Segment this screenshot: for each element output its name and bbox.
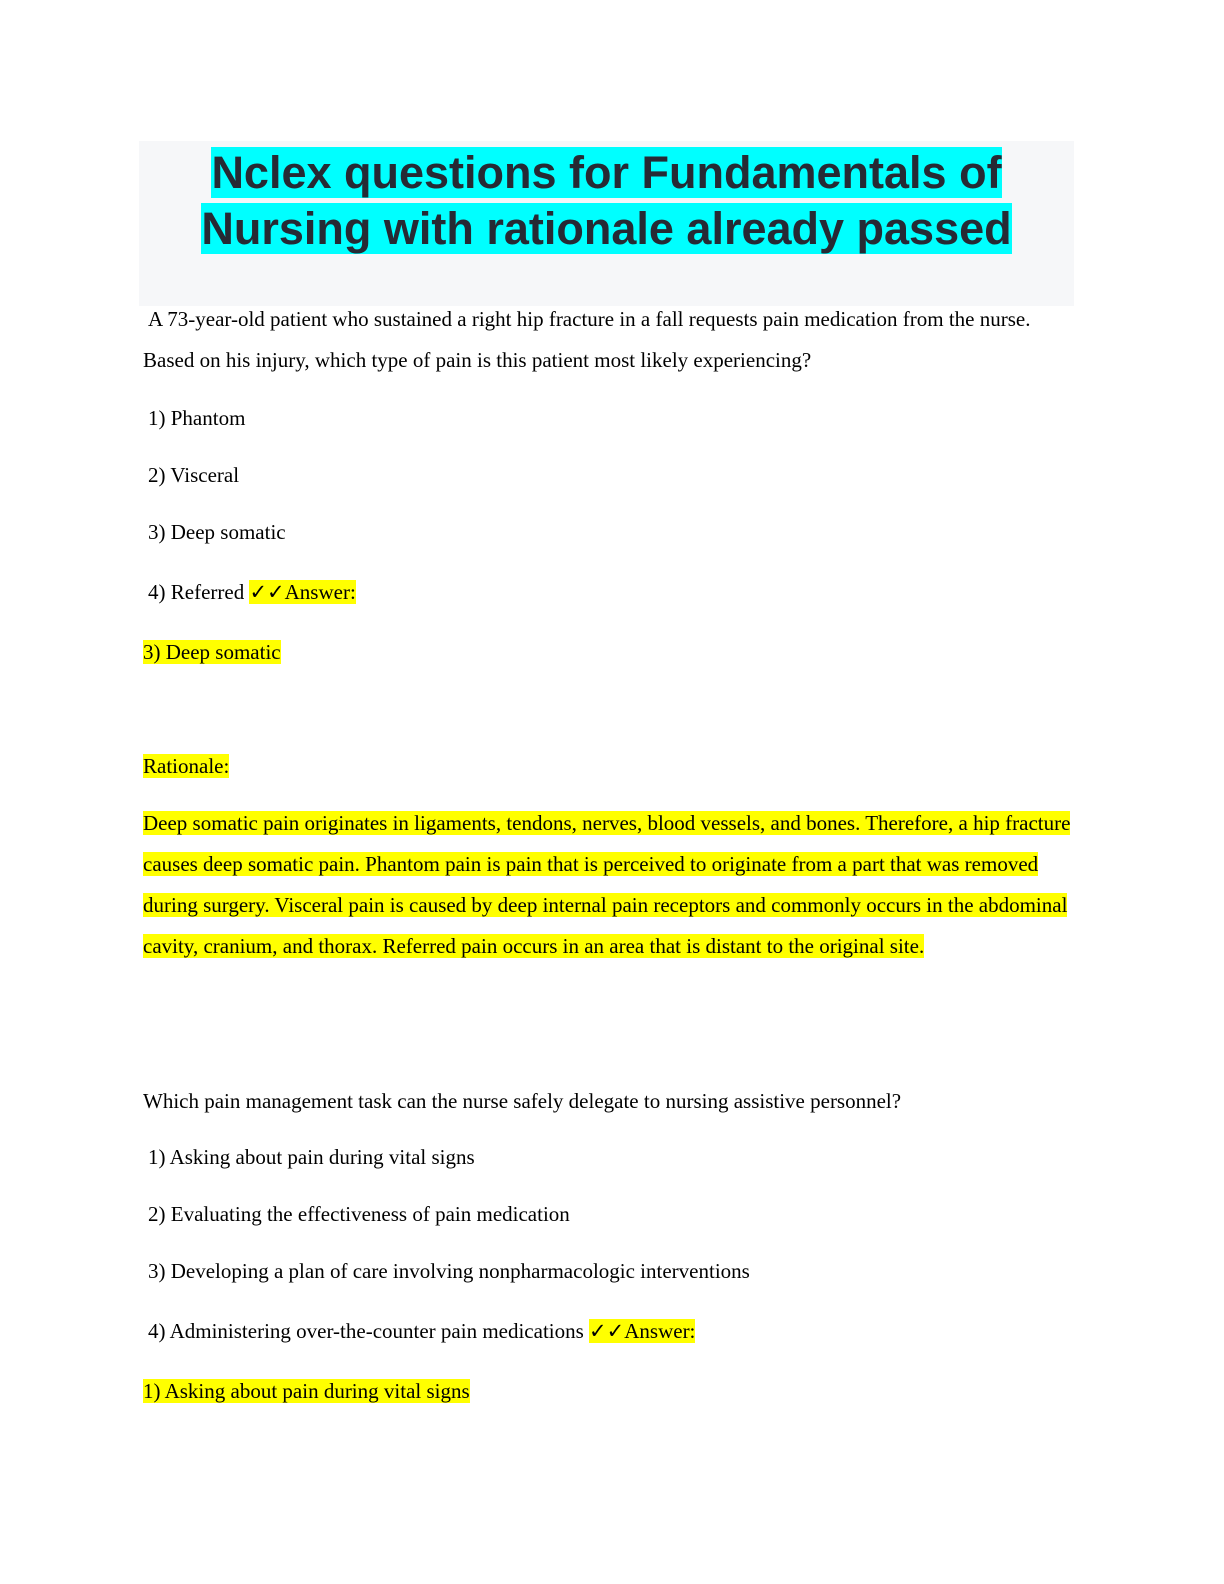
q1-rationale-label-row [143, 753, 229, 779]
q2-option-4: 4) Administering over-the-counter pain medications [148, 1319, 584, 1343]
q1-answer-row [143, 639, 281, 665]
q1-option-4: 4) Referred [148, 580, 245, 604]
title-panel [139, 141, 1074, 306]
q1-rationale-block [143, 803, 1073, 967]
q1-rationale-label: Rationale: [143, 754, 230, 778]
q2-answer-marker: ✓✓Answer: [589, 1319, 696, 1343]
q1-rationale: Deep somatic pain originates in ligaments, tendons, nerves, blood vessels, and bones. Therefore, a hip fracture causes deep somatic pain. Phantom pain is pain that is perceived to originate from a part that was removed during surgery. Visceral pain is caused by deep internal pain receptors and commonly occurs in the abdominal cavity, cranium, and thorax. Referred pain occurs in an area that is distant to the original site. [143, 811, 1071, 958]
question-2-stem: Which pain management task can the nurse safely delegate to nursing assistive personnel? [143, 1089, 902, 1113]
q1-option-1: 1) Phantom [148, 406, 246, 430]
document-title: Nclex questions for Fundamentals of Nursing with rationale already passed [201, 147, 1012, 254]
q1-option-4-row [148, 579, 356, 605]
q2-option-4-row [148, 1318, 695, 1344]
q2-answer: 1) Asking about pain during vital signs [143, 1379, 470, 1403]
q2-option-3: 3) Developing a plan of care involving nonpharmacologic interventions [148, 1259, 750, 1283]
q1-option-2: 2) Visceral [148, 463, 240, 487]
q2-option-1: 1) Asking about pain during vital signs [148, 1145, 475, 1169]
question-1-stem: A 73-year-old patient who sustained a right hip fracture in a fall requests pain medication from the nurse. Based on his injury, which type of pain is this patient most likely experiencing? [143, 307, 1031, 372]
q2-option-2: 2) Evaluating the effectiveness of pain medication [148, 1202, 570, 1226]
q1-answer-marker: ✓✓Answer: [249, 580, 356, 604]
q1-answer: 3) Deep somatic [143, 640, 281, 664]
q1-option-3: 3) Deep somatic [148, 520, 286, 544]
q2-answer-row [143, 1378, 470, 1404]
